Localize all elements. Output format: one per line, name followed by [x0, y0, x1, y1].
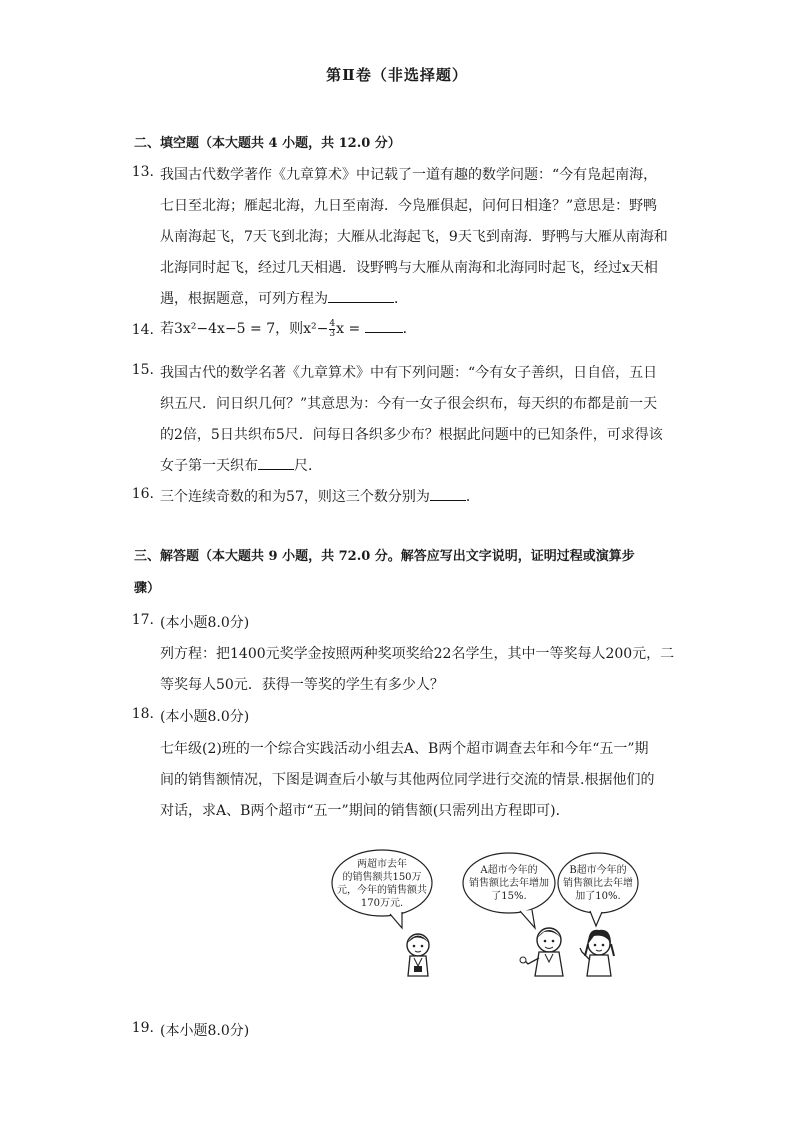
q18-score: (本小题8.0分) [160, 709, 250, 725]
question-number-14: 14. [131, 322, 154, 338]
bubble-1-tail [390, 912, 402, 928]
q14-expr-post: x = [336, 321, 361, 337]
student-figure-2 [520, 928, 563, 976]
q13-line-5 [160, 288, 408, 308]
question-number-16: 16. [131, 486, 154, 502]
question-number-19: 19. [131, 1020, 154, 1036]
section-heading-answer-l1: 三、解答题（本大题共 9 小题，共 72.0 分。解答应写出文字说明，证明过程或演算步 [134, 549, 635, 564]
q15-line-4 [160, 455, 322, 475]
q15-line-1: 我国古代的数学名著《九章算术》中有下列问题：“今有女子善织，日自倍，五日 [160, 365, 658, 381]
q15-line-4-end: 尺． [294, 458, 322, 474]
q18-line-2: 间的销售额情况，下图是调查后小敏与其他两位同学进行交流的情景.根据他们的 [160, 772, 655, 788]
q16-end: ． [465, 489, 480, 505]
q13-line-5-end: ． [394, 291, 408, 307]
q18-line-1: 七年级(2)班的一个综合实践活动小组去A、B两个超市调查去年和今年“五一”期 [160, 741, 649, 757]
bubble-2-text: A超市今年的 销售额比去年增加 了15%. [469, 865, 549, 902]
question-number-18: 18. [131, 706, 154, 722]
bubble-3-tail [590, 911, 602, 926]
q19-score: (本小题8.0分) [160, 1023, 250, 1039]
dialogue-illustration [330, 848, 640, 983]
q14-fraction [329, 320, 335, 339]
q18-line-3: 对话，求A、B两个超市“五一”期间的销售额(只需列出方程即可)． [160, 803, 570, 819]
q16-line [160, 486, 480, 506]
answer-blank-14[interactable] [365, 318, 403, 333]
bubble-3-text: B超市今年的 销售额比去年增 加了10%. [563, 865, 633, 902]
section-heading-answer-l2: 骤） [134, 581, 161, 596]
q15-line-2: 织五尺．问日织几何？”其意思为：今有一女子很会织布，每天织的布都是前一天 [160, 396, 658, 412]
q17-line-1: 列方程：把1400元奖学金按照两种奖项奖给22名学生，其中一等奖每人200元，二 [160, 646, 675, 662]
q16-text: 三个连续奇数的和为57，则这三个数分别为 [160, 489, 430, 505]
bubble-1-text: 两超市去年 的销售额共150万 元，今年的销售额共 170万元. [337, 859, 427, 909]
q13-line-2: 七日至北海；雁起北海，九日至南海．今凫雁俱起，问何日相逢？”意思是：野鸭 [160, 198, 658, 214]
q13-line-5-text: 遇，根据题意，可列方程为 [160, 291, 328, 307]
q14-frac-num: 4 [329, 318, 336, 329]
page-title: 第Ⅱ卷（非选择题） [326, 66, 468, 84]
q13-line-3: 从南海起飞，7天飞到北海；大雁从北海起飞，9天飞到南海．野鸭与大雁从南海和 [160, 229, 668, 245]
student-figure-3 [580, 930, 614, 976]
student-figure-1 [407, 934, 429, 976]
q15-line-3: 的2倍，5日共织布5尺．问每日各织多少布？根据此问题中的已知条件，可求得该 [160, 427, 663, 443]
answer-blank-16[interactable] [430, 486, 466, 501]
q17-score: (本小题8.0分) [160, 615, 250, 631]
answer-blank-15[interactable] [258, 455, 294, 470]
q14-frac-den: 3 [329, 328, 336, 339]
q13-line-4: 北海同时起飞，经过几天相遇．设野鸭与大雁从南海和北海同时起飞，经过x天相 [160, 260, 658, 276]
answer-blank-13[interactable] [328, 288, 394, 303]
q14-end: ． [402, 321, 417, 337]
section-heading-fill-in: 二、填空题（本大题共 4 小题，共 12.0 分） [134, 136, 401, 151]
question-number-15: 15. [131, 362, 154, 378]
bubble-2-tail [520, 910, 535, 928]
q14-line [160, 318, 417, 339]
question-number-17: 17. [131, 612, 154, 628]
q15-line-4-text: 女子第一天织布 [160, 458, 258, 474]
question-number-13: 13. [131, 164, 154, 180]
q14-expr-pre: 若3x²−4x−5 = 7，则x²− [160, 321, 329, 337]
q13-line-1: 我国古代数学著作《九章算术》中记载了一道有趣的数学问题：“今有凫起南海， [160, 167, 658, 183]
q17-line-2: 等奖每人50元．获得一等奖的学生有多少人？ [160, 677, 444, 693]
